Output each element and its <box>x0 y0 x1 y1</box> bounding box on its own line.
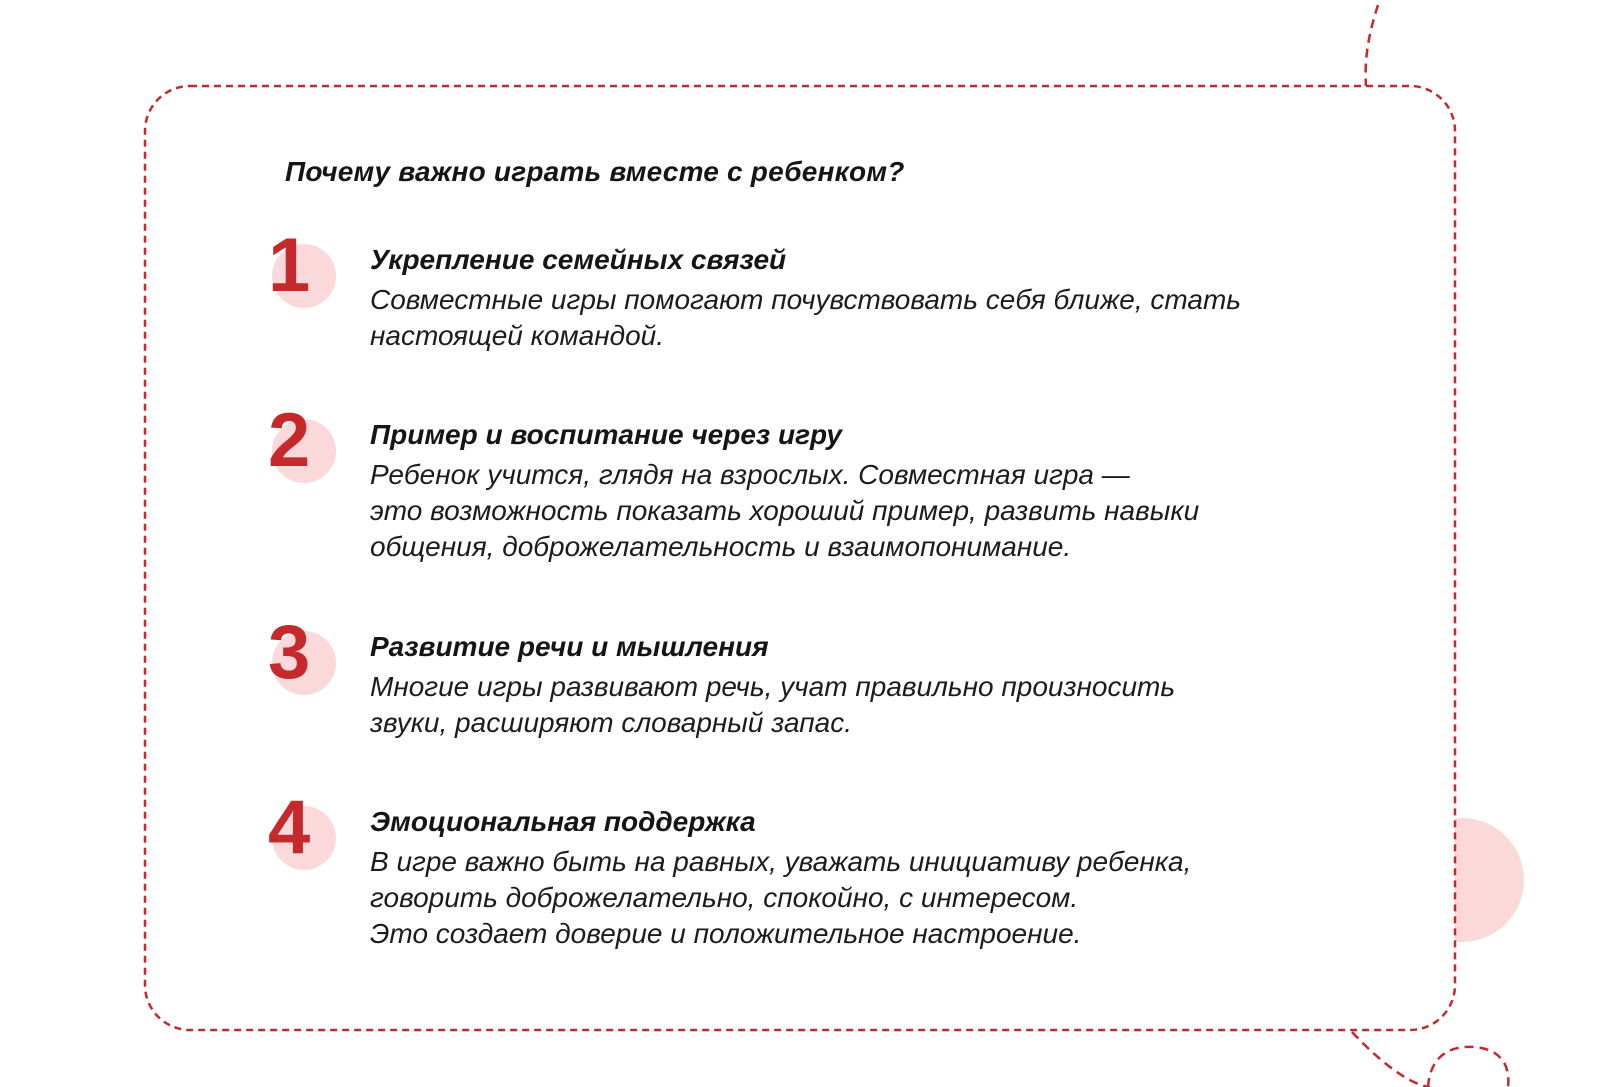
item-body-line: Ребенок учится, глядя на взрослых. Совместная игра — <box>370 459 1130 490</box>
item-heading: Укрепление семейных связей <box>370 244 787 275</box>
item-body-line: Многие игры развивают речь, учат правильно произносить <box>370 671 1176 702</box>
item-body <box>370 844 1191 952</box>
item-number: 4 <box>268 785 311 870</box>
number-badge <box>268 398 338 483</box>
item-body-line: говорить доброжелательно, спокойно, с интересом. <box>370 882 1079 913</box>
item-body <box>370 457 1199 565</box>
number-badge <box>268 610 338 695</box>
item-heading: Эмоциональная поддержка <box>370 806 756 837</box>
item-body-line: В игре важно быть на равных, уважать инициативу ребенка, <box>370 846 1192 877</box>
item-body-line: это возможность показать хороший пример, развить навыки <box>370 495 1200 526</box>
item-body-line: звуки, расширяют словарный запас. <box>370 707 852 738</box>
item-heading: Развитие речи и мышления <box>370 631 769 662</box>
item-body-line: Совместные игры помогают почувствовать себя ближе, стать <box>370 284 1242 315</box>
item-number: 2 <box>268 398 311 483</box>
item-number: 3 <box>268 610 311 695</box>
item-body-line: общения, доброжелательность и взаимопонимание. <box>370 531 1072 562</box>
item-body-line: Это создает доверие и положительное настроение. <box>370 918 1082 949</box>
number-badge <box>268 785 338 870</box>
item-number: 1 <box>268 223 311 308</box>
item-heading: Пример и воспитание через игру <box>370 419 842 450</box>
item-body <box>370 282 1241 354</box>
page-title: Почему важно играть вместе с ребенком? <box>285 156 905 187</box>
number-badge <box>268 223 338 308</box>
item-body <box>370 669 1175 741</box>
item-body-line: настоящей командой. <box>370 320 665 351</box>
